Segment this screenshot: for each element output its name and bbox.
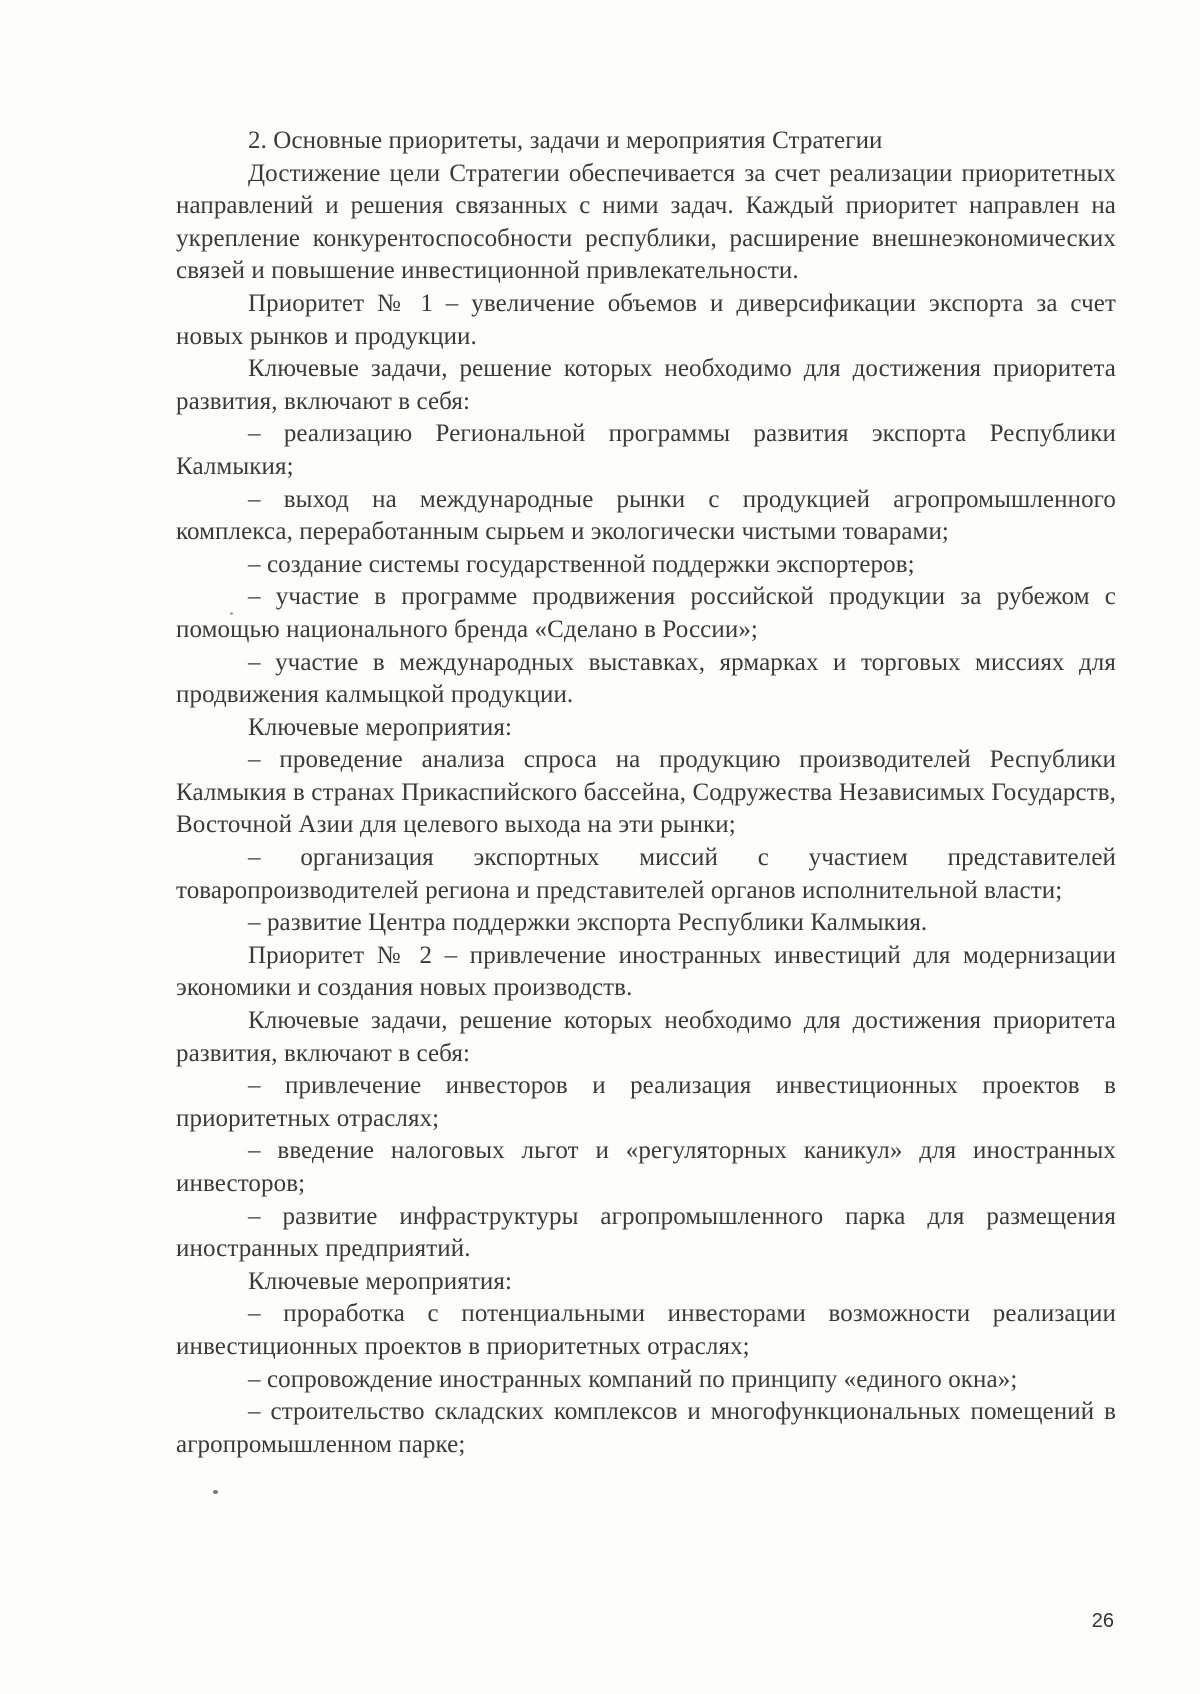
list-item: – развитие инфраструктуры агропромышленного парка для размещения иностранных предприятий. (176, 1202, 1116, 1263)
page-number: 26 (1091, 1610, 1114, 1632)
priority-1-paragraph: Приоритет № 1 – увеличение объемов и диверсификации экспорта за счет новых рынков и продукции. (176, 289, 1116, 350)
list-item: – привлечение инвесторов и реализация инвестиционных проектов в приоритетных отраслях; (176, 1072, 1116, 1132)
list-item: – сопровождение иностранных компаний по принципу «единого окна»; (248, 1365, 1018, 1393)
scan-speck (213, 1490, 218, 1494)
paragraph: Ключевые задачи, решение которых необходимо для достижения приоритета развития, включают в себя: (176, 1007, 1116, 1067)
priority-2-paragraph: Приоритет № 2 – привлечение иностранных инвестиций для модернизации экономики и создания новых производств. (176, 941, 1116, 1002)
list-item: – развитие Центра поддержки экспорта Республики Калмыкия. (248, 909, 928, 937)
list-item: – введение налоговых льгот и «регуляторных каникул» для иностранных инвесторов; (176, 1137, 1116, 1197)
list-item: – создание системы государственной поддержки экспортеров; (248, 550, 915, 578)
list-item: – участие в международных выставках, ярмарках и торговых миссиях для продвижения калмыцкой продукции. (176, 648, 1116, 709)
list-item: – организация экспортных миссий с участием представителей товаропроизводителей региона и представителей органов исполнительной власти; (176, 844, 1116, 904)
subheading: Ключевые мероприятия: (248, 1267, 513, 1295)
list-item: – реализацию Региональной программы развития экспорта Республики Калмыкия; (176, 420, 1116, 480)
list-item: – выход на международные рынки с продукцией агропромышленного комплекса, переработанным сырьем и экологически чистыми товарами; (176, 485, 1116, 546)
paragraph: Достижение цели Стратегии обеспечивается за счет реализации приоритетных направлений и решения связанных с ними задач. Каждый приоритет направлен на укрепление конкурентоспособности республики, расширение внешнеэкономических связей и повышение инвестиционной привлекательности. (176, 159, 1116, 285)
subheading: Ключевые мероприятия: (248, 713, 513, 741)
list-item: – проведение анализа спроса на продукцию производителей Республики Калмыкия в странах Прикаспийского бассейна, Содружества Независимых Государств, Восточной Азии для целевого выхода на эти рынки; (176, 746, 1116, 839)
paragraph: Ключевые задачи, решение которых необходимо для достижения приоритета развития, включают в себя: (176, 355, 1116, 415)
section-heading: 2. Основные приоритеты, задачи и мероприятия Стратегии (248, 127, 883, 154)
list-item: – участие в программе продвижения российской продукции за рубежом с помощью национального бренда «Сделано в России»; (176, 583, 1116, 643)
scan-speck (230, 612, 233, 615)
document-body (176, 125, 1116, 1461)
list-item: – проработка с потенциальными инвесторами возможности реализации инвестиционных проектов в приоритетных отраслях; (176, 1300, 1116, 1360)
list-item: – строительство складских комплексов и многофункциональных помещений в агропромышленном парке; (176, 1398, 1116, 1458)
